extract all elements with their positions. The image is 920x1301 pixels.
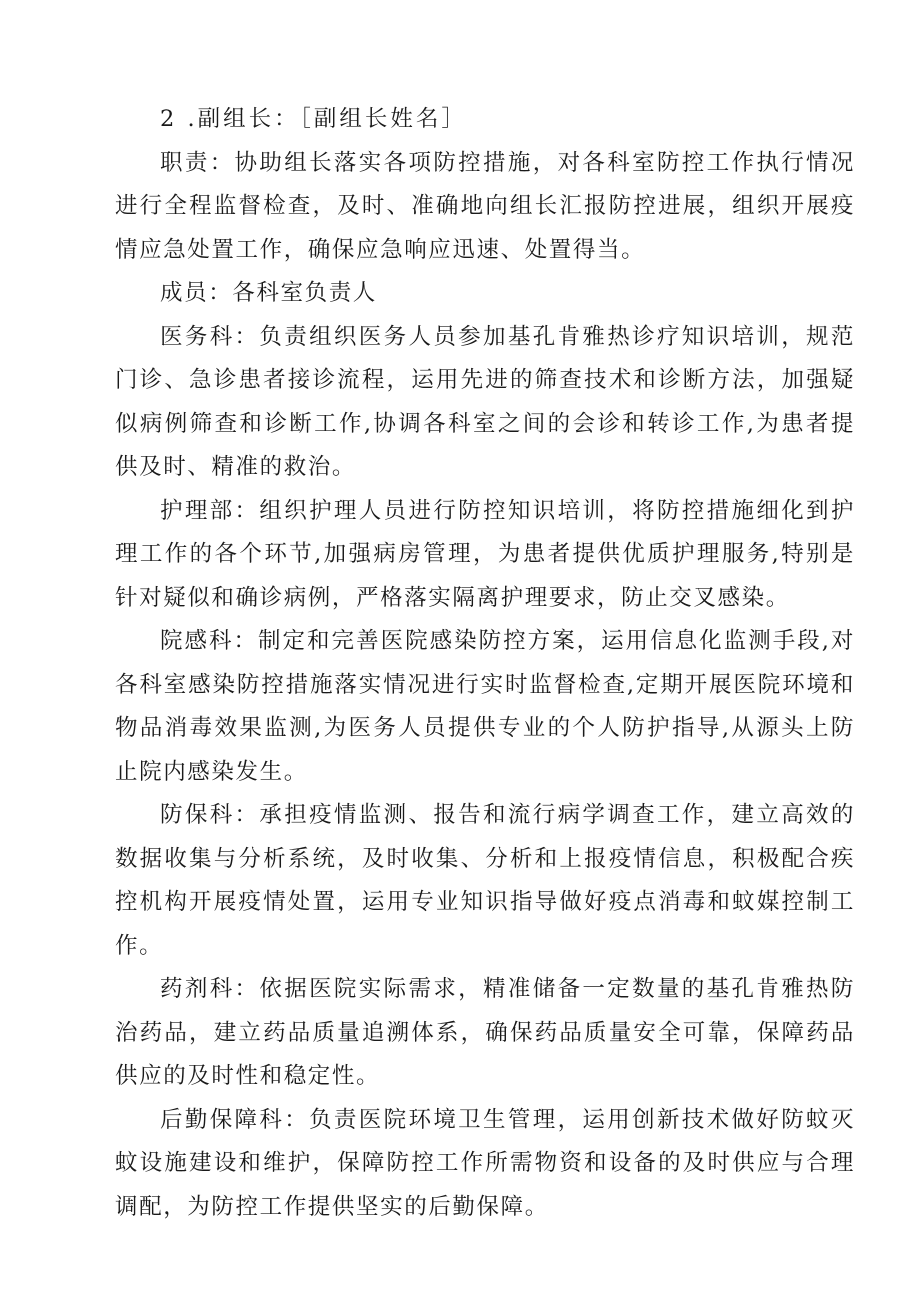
document-page <box>115 98 855 1229</box>
paragraph-pharmacy: 药剂科：依据医院实际需求，精准储备一定数量的基孔肯雅热防治药品，建立药品质量追溯体系，确保药品质量安全可靠，保障药品供应的及时性和稳定性。 <box>115 976 855 1089</box>
paragraph-medical-affairs: 医务科：负责组织医务人员参加基孔肯雅热诊疗知识培训，规范门诊、急诊患者接诊流程，运用先进的筛查技术和诊断方法，加强疑似病例筛查和诊断工作,协调各科室之间的会诊和转诊工作,为患者提供及时、精准的救治。 <box>115 323 855 480</box>
paragraph-nursing: 护理部：组织护理人员进行防控知识培训，将防控措施细化到护理工作的各个环节,加强病房管理，为患者提供优质护理服务,特别是针对疑似和确诊病例，严格落实隔离护理要求，防止交叉感染。 <box>115 497 855 611</box>
paragraph-duties: 职责：协助组长落实各项防控措施，对各科室防控工作执行情况进行全程监督检查，及时、准确地向组长汇报防控进展，组织开展疫情应急处置工作，确保应急响应迅速、处置得当。 <box>115 149 855 263</box>
paragraph-logistics: 后勤保障科：负责医院环境卫生管理，运用创新技术做好防蚊灭蚊设施建设和维护，保障防控工作所需物资和设备的及时供应与合理调配，为防控工作提供坚实的后勤保障。 <box>115 1106 855 1220</box>
paragraph-prevention: 防保科：承担疫情监测、报告和流行病学调查工作，建立高效的数据收集与分析系统，及时收集、分析和上报疫情信息，积极配合疾控机构开展疫情处置，运用专业知识指导做好疫点消毒和蚊媒控制工作。 <box>115 802 855 959</box>
paragraph-infection-control: 院感科：制定和完善医院感染防控方案，运用信息化监测手段,对各科室感染防控措施落实情况进行实时监督检查,定期开展医院环境和物品消毒效果监测,为医务人员提供专业的个人防护指导,从源头上防止院内感染发生。 <box>115 628 855 785</box>
section-heading: 2 .副组长：［副组长姓名］ <box>160 106 467 132</box>
paragraph-members: 成员：各科室负责人 <box>160 280 377 306</box>
